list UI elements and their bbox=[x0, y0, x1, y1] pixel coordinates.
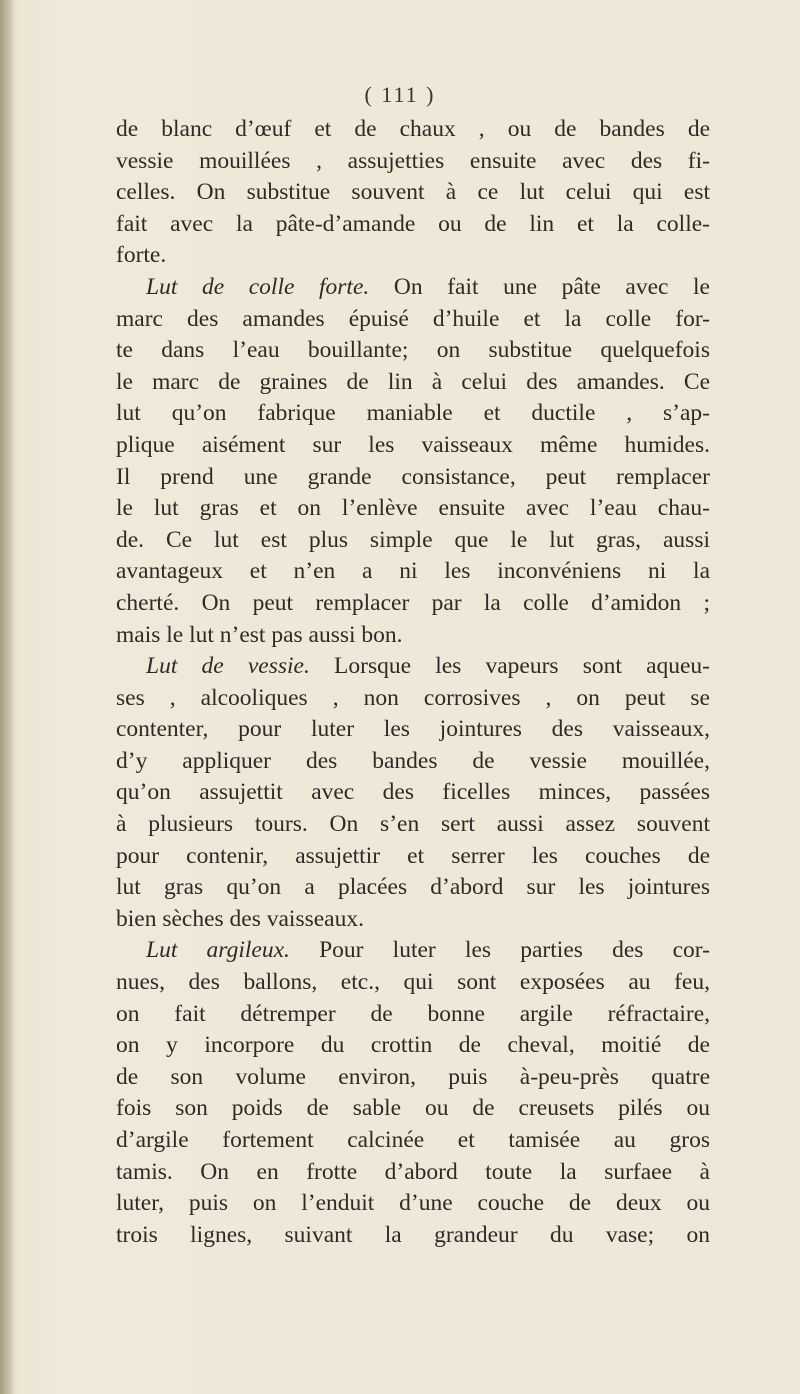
text-line bbox=[116, 841, 710, 873]
line-text: Il prend une grande consistance, peut remplacer bbox=[116, 463, 710, 490]
text-line bbox=[116, 272, 710, 304]
line-text: plique aisément sur les vaisseaux même humides. bbox=[116, 431, 710, 458]
text-line bbox=[116, 872, 710, 904]
text-line bbox=[116, 651, 710, 683]
text-line bbox=[116, 1125, 710, 1157]
text-line bbox=[116, 967, 710, 999]
text-line bbox=[116, 904, 710, 936]
text-line bbox=[116, 240, 710, 272]
line-text: marc des amandes épuisé d’huile et la colle for- bbox=[116, 305, 710, 332]
text-line bbox=[116, 1220, 710, 1252]
line-text: mais le lut n’est pas aussi bon. bbox=[116, 621, 403, 648]
text-line bbox=[116, 525, 710, 557]
line-text: de son volume environ, puis à-peu-près quatre bbox=[116, 1063, 710, 1090]
line-text: de. Ce lut est plus simple que le lut gras, aussi bbox=[116, 526, 710, 553]
text-line bbox=[116, 777, 710, 809]
line-text: pour contenir, assujettir et serrer les couches de bbox=[116, 842, 710, 869]
line-text: nues, des ballons, etc., qui sont exposées au feu, bbox=[116, 969, 710, 996]
text-line bbox=[116, 556, 710, 588]
text-line bbox=[116, 683, 710, 715]
body-text bbox=[116, 114, 710, 1251]
line-text: luter, puis on l’enduit d’une couche de deux ou bbox=[116, 1190, 710, 1217]
text-line bbox=[116, 1030, 710, 1062]
text-line bbox=[116, 809, 710, 841]
text-line bbox=[116, 209, 710, 241]
text-line bbox=[116, 367, 710, 399]
text-line bbox=[116, 999, 710, 1031]
text-line bbox=[116, 588, 710, 620]
section-heading: Lut de vessie. bbox=[146, 653, 310, 680]
line-text: Pour luter les parties des cor- bbox=[289, 937, 710, 964]
line-text: le lut gras et on l’enlève ensuite avec l’eau chau- bbox=[116, 495, 710, 522]
text-line bbox=[116, 1062, 710, 1094]
text-line bbox=[116, 1093, 710, 1125]
text-line bbox=[116, 146, 710, 178]
line-text: lut gras qu’on a placées d’abord sur les jointures bbox=[116, 874, 710, 901]
line-text: te dans l’eau bouillante; on substitue quelquefois bbox=[116, 337, 710, 364]
text-line bbox=[116, 746, 710, 778]
line-text: trois lignes, suivant la grandeur du vase; on bbox=[116, 1221, 710, 1248]
line-text: On fait une pâte avec le bbox=[369, 273, 710, 300]
text-line bbox=[116, 1188, 710, 1220]
line-text: de blanc d’œuf et de chaux , ou de bandes de bbox=[116, 116, 710, 142]
line-text: ses , alcooliques , non corrosives , on peut se bbox=[116, 684, 710, 711]
text-line bbox=[116, 114, 710, 146]
binding-shadow bbox=[0, 0, 14, 1394]
text-line bbox=[116, 462, 710, 494]
line-text: à plusieurs tours. On s’en sert aussi assez souvent bbox=[116, 811, 710, 838]
section-heading: Lut argileux. bbox=[146, 937, 290, 964]
section-heading: Lut de colle forte. bbox=[146, 273, 370, 300]
text-line bbox=[116, 177, 710, 209]
text-line bbox=[116, 335, 710, 367]
line-text: bien sèches des vaisseaux. bbox=[116, 905, 364, 932]
line-text: Lorsque les vapeurs sont aqueu- bbox=[309, 653, 710, 680]
text-line bbox=[116, 1157, 710, 1189]
line-text: qu’on assujettit avec des ficelles minces, passées bbox=[116, 779, 710, 806]
line-text: fois son poids de sable ou de creusets pilés ou bbox=[116, 1095, 710, 1122]
line-text: on y incorpore du crottin de cheval, moitié de bbox=[116, 1032, 710, 1059]
text-line bbox=[116, 398, 710, 430]
text-line bbox=[116, 620, 710, 652]
text-line bbox=[116, 304, 710, 336]
page-number: ( 111 ) bbox=[364, 82, 436, 107]
line-text: contenter, pour luter les jointures des vaisseaux, bbox=[116, 716, 710, 743]
text-line bbox=[116, 935, 710, 967]
line-text: d’argile fortement calcinée et tamisée au gros bbox=[116, 1127, 710, 1153]
line-text: celles. On substitue souvent à ce lut celui qui est bbox=[116, 179, 710, 206]
line-text: avantageux et n’en a ni les inconvéniens ni la bbox=[116, 558, 710, 585]
line-text: fait avec la pâte-d’amande ou de lin et la colle- bbox=[116, 210, 710, 237]
line-text: forte. bbox=[116, 242, 167, 269]
line-text: vessie mouillées , assujetties ensuite avec des fi- bbox=[116, 147, 710, 174]
text-line bbox=[116, 493, 710, 525]
line-text: lut qu’on fabrique maniable et ductile , s’ap- bbox=[116, 400, 710, 427]
line-text: le marc de graines de lin à celui des amandes. Ce bbox=[116, 368, 710, 395]
line-text: tamis. On en frotte d’abord toute la surfaee à bbox=[116, 1158, 710, 1185]
line-text: cherté. On peut remplacer par la colle d’amidon ; bbox=[116, 589, 710, 616]
line-text: d’y appliquer des bandes de vessie mouillée, bbox=[116, 747, 710, 774]
line-text: on fait détremper de bonne argile réfractaire, bbox=[116, 1000, 710, 1027]
text-line bbox=[116, 714, 710, 746]
text-line bbox=[116, 430, 710, 462]
